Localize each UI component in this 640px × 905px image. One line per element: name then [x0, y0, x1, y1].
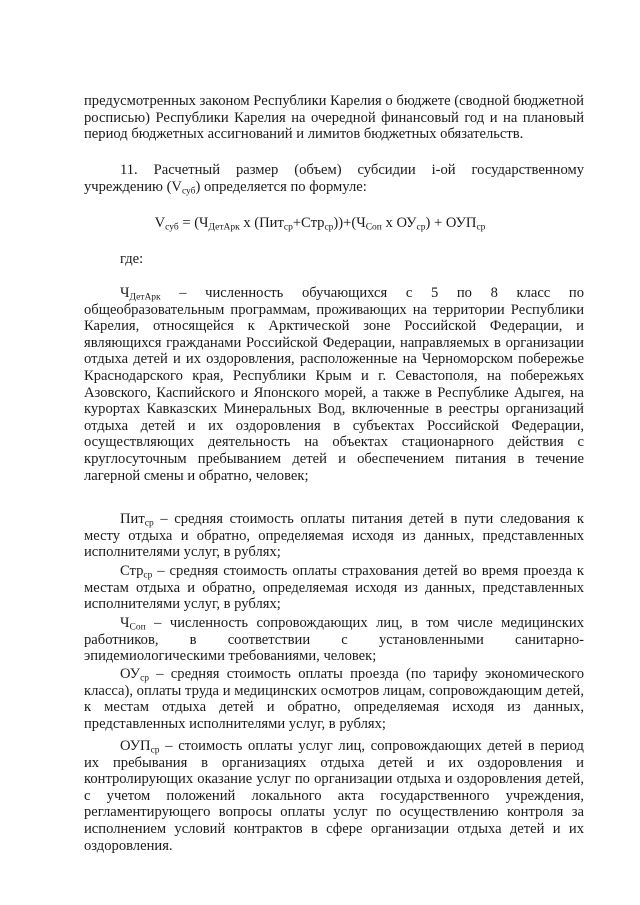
- subsidy-formula: $V_{суб} = (Ч_{ДетАрк}$ х $(Пит_{ср}+Стр_{ср}))+(Ч_{Соп}$ х $ОУ_{ср}) + ОУП_{ср}$: [154, 215, 486, 233]
- definition-ou: $ОУ_{ср}$ – средняя стоимость оплаты проезда (по тарифу экономического класса), оплаты труда и медицинских осмотров лицам, сопровождающим детей, к местам отдыха детей и обратно, определяемая исходя из данных, представленных исполнителями услуг, в рублях;: [84, 666, 584, 732]
- paragraph-11: 11. Расчетный размер (объем) субсидии i-ой государственному учреждению $(V_{суб})$ определяется по формуле:: [84, 162, 584, 196]
- definition-chsop: $Ч_{Соп}$ – численность сопровождающих лиц, в том числе медицинских работников, в соответствии с установленными санитарно-эпидемиологическими требованиями, человек;: [84, 615, 584, 665]
- definition-pit: Пит$_{ср}$ – средняя стоимость оплаты питания детей в пути следования к месту отдыха и обратно, определяемая исходя из данных, представленных исполнителями услуг, в рублях;: [84, 511, 584, 561]
- where-label: где:: [120, 251, 144, 267]
- paragraph-continued: предусмотренных законом Республики Карелия о бюджете (сводной бюджетной росписью) Республики Карелия на очередной финансовый год и на плановый период бюджетных ассигнований и лимитов бюджетных обязательств.: [84, 93, 584, 143]
- definition-chdetark: $Ч_{ДетАрк}$ – численность обучающихся с 5 по 8 класс по общеобразовательным программам, проживающих на территории Республики Карелия, относящейся к Арктической зоне Российской Федерации, и являющихся гражданами Российской Федерации, направляемых в организации отдыха детей и их оздоровления, расположенные на Черноморском побережье Краснодарского края, Республики Крым и г. Севастополя, на побережьях Азовского, Каспийского и Японского морей, а также в Республике Адыгея, на курортах Кавказских Минеральных Вод, включенные в реестры организаций отдыха детей и их оздоровления в субъектах Российской Федерации, осуществляющих деятельность на объектах стационарного действия с круглосуточным пребыванием детей и обеспечением питания в течение лагерной смены и обратно, человек;: [84, 285, 584, 484]
- definition-oup: $ОУП_{ср}$ – стоимость оплаты услуг лиц, сопровождающих детей в период их пребывания в организациях отдыха детей и их оздоровления и контролирующих оказание услуг по организации отдыха и оздоровления детей, с учетом положений локального акта государственного учреждения, регламентирующего вопросы оплаты услуг по осуществлению контроля за исполнением условий контрактов в сфере организации отдыха детей и их оздоровления.: [84, 738, 584, 854]
- definition-str: Стр$_{ср}$ – средняя стоимость оплаты страхования детей во время проезда к местам отдыха и обратно, определяемая исходя из данных, представленных исполнителями услуг, в рублях;: [84, 563, 584, 613]
